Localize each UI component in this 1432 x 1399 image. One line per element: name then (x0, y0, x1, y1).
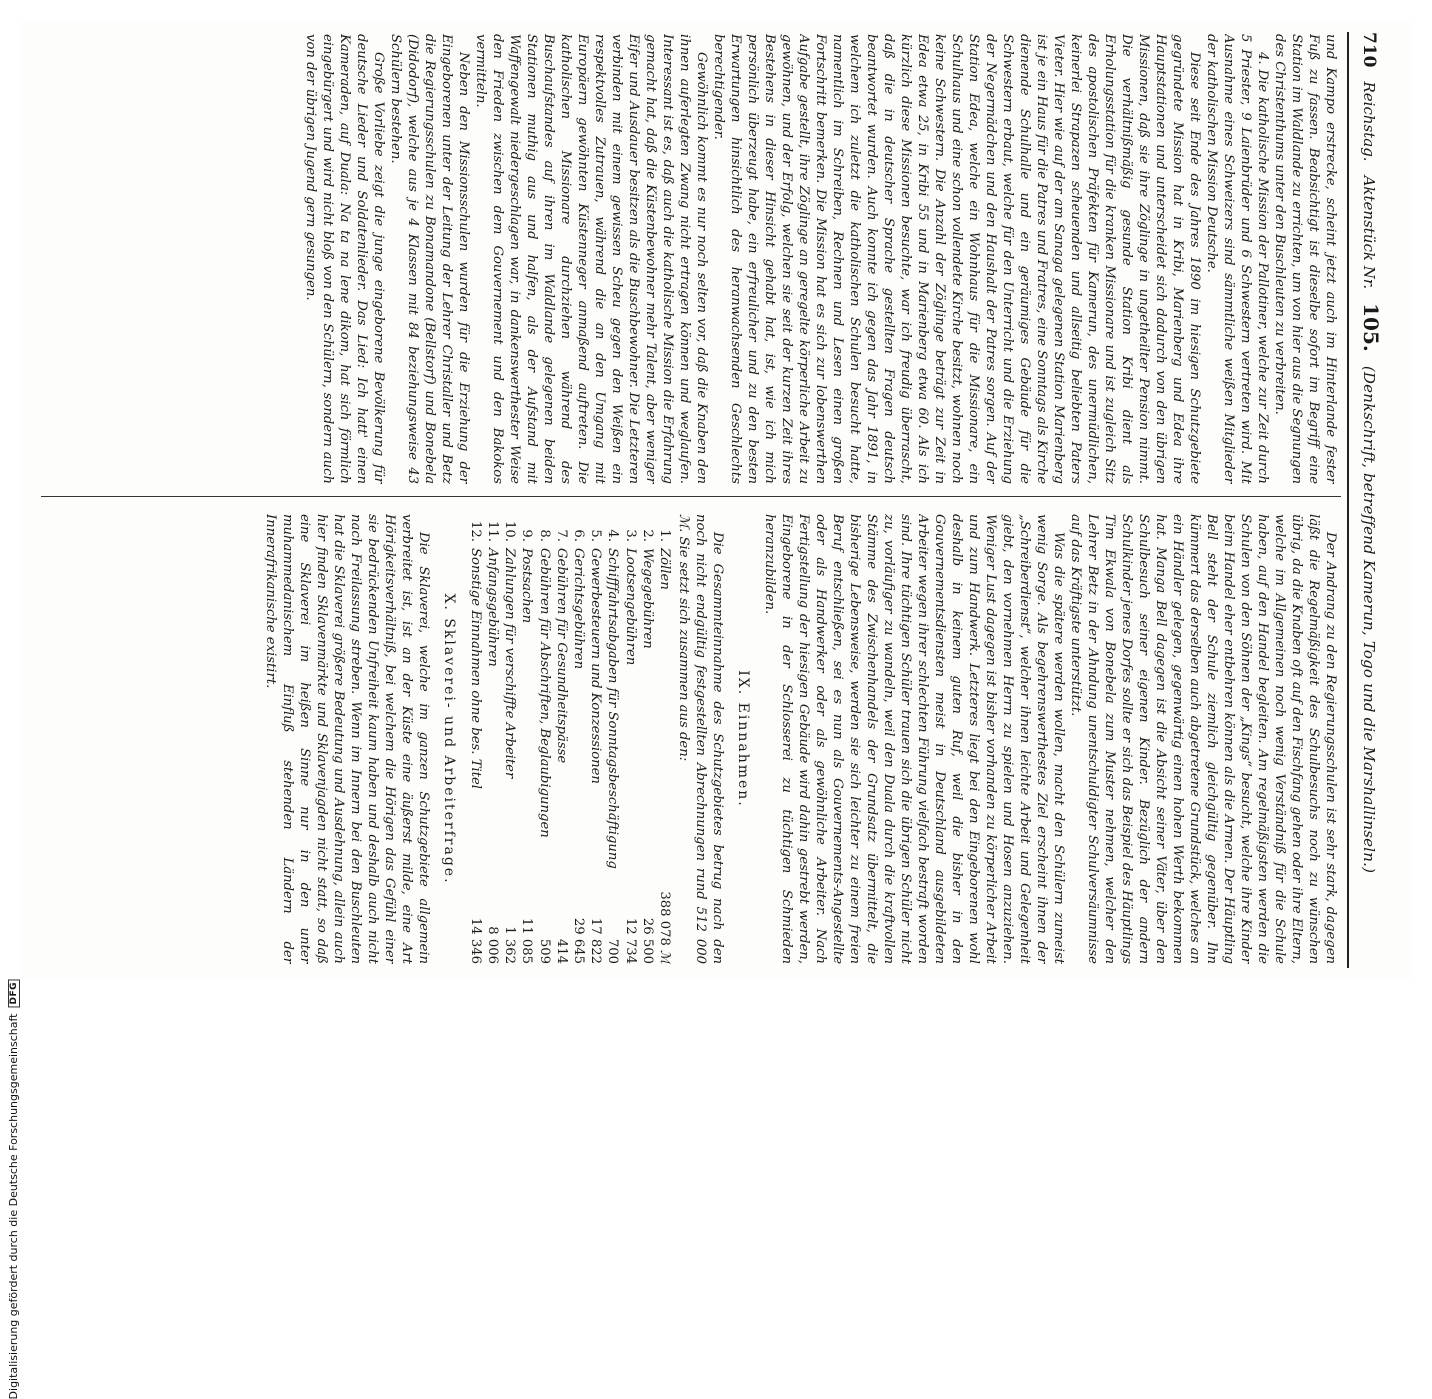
item-label: Gewerbesteuern und Konzessionen (588, 548, 604, 784)
item-amount: 388 078 (657, 891, 672, 946)
item-amount: 8 006 (484, 926, 500, 964)
item-label: Lootsengebühren (622, 548, 638, 666)
paragraph: Der Andrang zu den Regierungsschulen ist sehr stark, dagegen läßt die Regelmäßigkeit des Schulbesuchs noch zu wünschen übrig, da die Knaben oft auf den Fischfang gehen oder ihre Eltern, welche im Allgemeinen noch wenig Verständniß für die Schule haben, auf den Handel begleiten. Am regelmäßigsten werden die Schulen von den Söhnen der „Kings“ besucht, welche ihre Kinder beim Handel eher entbehren können als die Armen. Der Häuptling Bell steht der Schule ziemlich gleichgültig gegenüber. Ihn kümmert das derselben auch abgetretene Grundstück, welches an ein Händler gelegen, gegenwärtig einen hohen Werth bekommen hat. Manga Bell dagegen ist die Absicht seiner Väter, über den Schulbesuch seiner eigenen Kinder. Bezüglich der andern Schulkinder jenes Dorfes sollte er sich das Beispiel des Häuptlings Tim Ekwala von Bonebela zum Muster nehmen, welcher den Lehrer Betz in der Ahndung unentschuldigter Schulversäumnisse auf das Kräftigste unterstützt. (1068, 514, 1338, 964)
item-label: Sonstige Einnahmen ohne bes. Titel (467, 548, 483, 790)
table-row (587, 514, 604, 964)
credit-text: Digitalisierung gefördert durch die Deutsche Forschungsgemeinschaft (7, 1013, 20, 1399)
item-amount-cell (501, 874, 518, 964)
item-number: 1. (657, 529, 672, 542)
paragraph: Die Sklaverei, welche im ganzen Schutzgebiete allgemein verbreitet ist, ist an der Küste eine äußerst milde, eine Art Hörigkeitsverhältniß, bei welchem die Hörigen das Gefühl einer sie bedrückenden Unfreiheit kaum haben und deshalb auch nicht nach Freilassung streben. Wenn im Innern bei den Buschleuten hat die Sklaverei größere Bedeutung und Ausdehnung, allein auch hier finden Sklavenmärkte und Sklavenjagden nicht statt, so daß eine Sklaverei im heißen Sinne nur in den unter muhammedanischem Einfluß stehenden Ländern der Innerafrikanische existirt. (262, 514, 431, 964)
table-row (553, 514, 570, 964)
item-number: 5. (588, 529, 604, 542)
item-label: Anfangsgebühren (484, 548, 500, 667)
dfg-logo-icon: DFG (8, 979, 20, 1008)
item-amount: 509 (536, 938, 552, 964)
item-amount-cell (656, 874, 673, 964)
table-row (604, 514, 621, 964)
section-heading-ix: IX. Einnahmen. (735, 670, 751, 808)
right-column (39, 514, 1339, 964)
document-page (21, 20, 1411, 980)
item-label: Wegegebühren (639, 548, 655, 649)
paragraph: Große Vorliebe zeigt die junge eingeborene Bevölkerung für deutsche Lieder und Soldatenlieder. Das Lied: Ich hatt' einen Kameraden, auf Duala: Na ta na lene dikom, hat sich förmlich eingebürgert und wird nicht bloß von den Schülern, sondern auch von der übrigen Jugend gern gesungen. (303, 34, 386, 484)
paragraph: Diese seit Ende des Jahres 1890 im hiesigen Schutzgebiete gegründete Mission hat in Kribi, Marienberg und Edea ihre Hauptstationen und unterscheidet sich dadurch von den übrigen Missionen, daß sie ihre Zöglinge in ungetheilter Pension nimmt. Die verhältnißmäßig gesunde Station Kribi dient als Erholungsstation für die kranken Missionare und ist zugleich Sitz des apostolischen Präfekten für Kamerun, des unermüdlichen, keinerlei Strapazen scheuenden und allseitig beliebten Paters Vieter. Hier wie auf der am Sanaga gelegenen Station Marienberg ist je ein Haus für die Patres und Fratres, eine Sonntags als Kirche dienende Schulhalle und ein geräumiges Gebäude für die Schwestern erbaut, welche für den Unterricht und die Erziehung der Negermädchen und den Haushalt der Patres sorgen. Auf der Station Edea, welche ein Wohnhaus für die Missionare, ein Schulhaus und eine schon vollendete Kirche besitzt, wohnen noch keine Schwestern. Die Anzahl der Zöglinge beträgt zur Zeit in Edea etwa 25, in Kribi 55 und in Marienberg etwa 60. Als ich kürzlich diese Missionen besuchte, war ich freudig überrascht, daß die in deutscher Sprache gestellten Fragen deutsch beantwortet wurden. Auch konnte ich gegen das Jahr 1891, in welchem ich zuletzt die katholischen Schulen besucht hatte, namentlich im Schreiben, Rechnen und Lesen einen großen Fortschritt bemerken. Die Mission hat es sich zur lobenswerthen Aufgabe gestellt, ihre Zöglinge an geregelte körperliche Arbeit zu gewöhnen, und der Erfolg, welchen sie seit der kurzen Zeit ihres Bestehens in dieser Hinsicht gehabt hat, ist, wie ich mich persönlich überzeugt habe, ein erfreulicher und zu den besten Erwartungen hinsichtlich des heranwachsenden Geschlechts berechtigender. (711, 34, 1202, 484)
paragraph: 4. Die katholische Mission der Pallotiner, welche zur Zeit durch 5 Priester, 9 Laienbrüder und 6 Schwestern vertreten wird. Mit Ausnahme eines Schweizers sind sämmtliche weißen Mitglieder der katholischen Mission Deutsche. (1204, 34, 1270, 484)
table-row (535, 514, 552, 964)
item-amount-cell (570, 874, 587, 964)
item-amount-cell (535, 874, 552, 964)
item-amount: 1 362 (502, 926, 518, 964)
document-number: 105. (1359, 303, 1383, 352)
paragraph: Was die spätere werden wollen, macht den Schülern zumeist wenig Sorge. Als begehrenswerthestes Ziel erscheint ihnen der „Schreiberdienst“, welcher ihnen leichte Arbeit und Gelegenheit giebt, den vornehmen Herrn zu spielen und Hosen anzuziehen. Weniger Lust dagegen ist bisher vorhanden zu körperlicher Arbeit und zum Handwerk. Letzteres liegt bei den Eingeborenen wohl deshalb in keinem guten Ruf, weil die bisher in den Gouvernementsdiensten meist in Deutschland ausgebildeten Arbeiter wegen ihrer schlechten Führung vielfach bestraft worden sind. Ihre tüchtigen Schüler trauen sich die übrigen Schüler nicht zu, vorläufiger zu wandeln, weil den Duala durch die kraftvollen Stämme des Zwischenhandels der Grundsatz übermittelt, die bisherige Lebensweise, werden sie sich leichter zu einem freien Beruf entschließen, sei es nun als Gouvernements-Angestellte oder als Handwerker oder als gewöhnliche Arbeiter. Nach Fertigstellung der hiesigen Gebäude wird dahin gestrebt werden, Eingeborene in der Schlosserei zu tüchtigen Schmieden heranzubilden. (762, 514, 1066, 964)
item-number: 6. (570, 529, 586, 542)
item-number: 7. (553, 529, 569, 542)
page-number: 710 (1359, 32, 1379, 68)
currency-unit: ℳ (657, 949, 672, 964)
table-row (639, 514, 656, 964)
document-label: Aktenstück Nr. (1360, 175, 1378, 290)
item-amount: 14 346 (467, 917, 483, 964)
item-number: 4. (605, 529, 621, 542)
item-label: Schifffahrtsabgaben für Sonntagsbeschäftigung (605, 548, 621, 869)
item-label: Gebühren für Gesundheitspässe (553, 548, 569, 764)
item-number: 8. (536, 529, 552, 542)
document-subject: (Denkschrift, betreffend Kamerun, Togo und die Marshallinseln.) (1360, 365, 1378, 874)
item-amount-cell (587, 874, 604, 964)
running-header (1353, 32, 1383, 968)
table-row (467, 514, 484, 964)
table-row (656, 514, 673, 964)
header-rule (1347, 32, 1349, 968)
paragraph: und Kampo erstrecke, scheint jetzt auch im Hinterlande fester Fuß zu fassen. Beabsichtigt ist dieselbe sofort im Begriff eine Station im Waldlande zu errichten, um von hier aus die Segnungen des Christenthums unter den Buschleuten zu verbreiten. (1272, 34, 1338, 484)
item-number: 2. (639, 529, 655, 542)
paragraph: Neben den Missionsschulen wurden für die Erziehung der Eingeborenen unter der Leitung der Lehrer Christaller und Betz die Regierungsschulen zu Bonamandone (Bellstorf) und Bonebela (Didodorf), welche aus je 4 Klassen mit 84 beziehungsweise 43 Schülern bestehen. (388, 34, 471, 484)
table-row (518, 514, 535, 964)
item-label: Zöllen (657, 548, 672, 590)
item-amount-cell (553, 874, 570, 964)
item-amount: 17 822 (588, 917, 604, 964)
paragraph: Die Gesammteinnahme des Schutzgebietes betrug nach den noch nicht endgültig festgestellten Abrechnungen rund 512 000 ℳ. Sie setzt sich zusammen aus den: (676, 514, 725, 964)
item-amount: 11 085 (519, 917, 535, 964)
item-number: 12. (467, 521, 483, 542)
column-divider (41, 496, 1341, 497)
revenue-table (467, 514, 673, 964)
item-amount: 414 (553, 938, 569, 964)
item-amount-cell (621, 874, 638, 964)
item-label: Gerichtsgebühren (570, 548, 586, 670)
paragraph: Gewöhnlich kommt es nur noch selten vor, daß die Knaben den ihnen auferlegten Zwang nicht ertragen können und weglaufen. Interessant ist es, daß auch die katholische Mission die Erfahrung gemacht hat, daß die Küstenbewohner mehr Talent, aber weniger Eifer und Ausdauer besitzen als die Buschbewohner. Die Letzteren verbinden mit einem gewissen Scheu gegen den Weißen ein respektvolles Zutrauen, während die an den Umgang mit Europäern gewöhnten Küstenneger anmaßend auftreten. Die katholischen Missionare durchziehen während des Buschaufstandes auf ihren im Waldlande gelegenen beiden Stationen muthig aus und halfen, als der Aufstand mit Waffengewalt niedergeschlagen war, in dankenswerthester Weise den Frieden zwischen dem Gouvernement und den Bakokos vermitteln. (473, 34, 709, 484)
table-row (501, 514, 518, 964)
item-number: 9. (519, 529, 535, 542)
item-amount-cell (639, 874, 656, 964)
table-row (621, 514, 638, 964)
left-column (39, 34, 1339, 484)
item-amount-cell (518, 874, 535, 964)
item-amount: 12 734 (622, 917, 638, 964)
rotated-page-stage (21, 20, 1411, 980)
item-amount: 26 500 (639, 917, 655, 964)
section-heading-x: X. Sklaverei- und Arbeiterfrage. (440, 593, 457, 885)
item-amount-cell (484, 874, 501, 964)
item-number: 11. (484, 521, 500, 542)
table-row (484, 514, 501, 964)
item-amount: 700 (605, 938, 621, 964)
item-amount-cell (604, 874, 621, 964)
item-amount: 29 645 (570, 917, 586, 964)
item-label: Postsachen (519, 548, 535, 624)
item-label: Gebühren für Abschriften, Beglaubigungen (536, 548, 552, 838)
item-label: Zahlungen für verschiffte Arbeiter (502, 548, 518, 779)
publication-name: Reichstag. (1360, 81, 1378, 162)
table-row (570, 514, 587, 964)
item-number: 3. (622, 529, 638, 542)
item-amount-cell (467, 874, 484, 964)
item-number: 10. (502, 521, 518, 542)
